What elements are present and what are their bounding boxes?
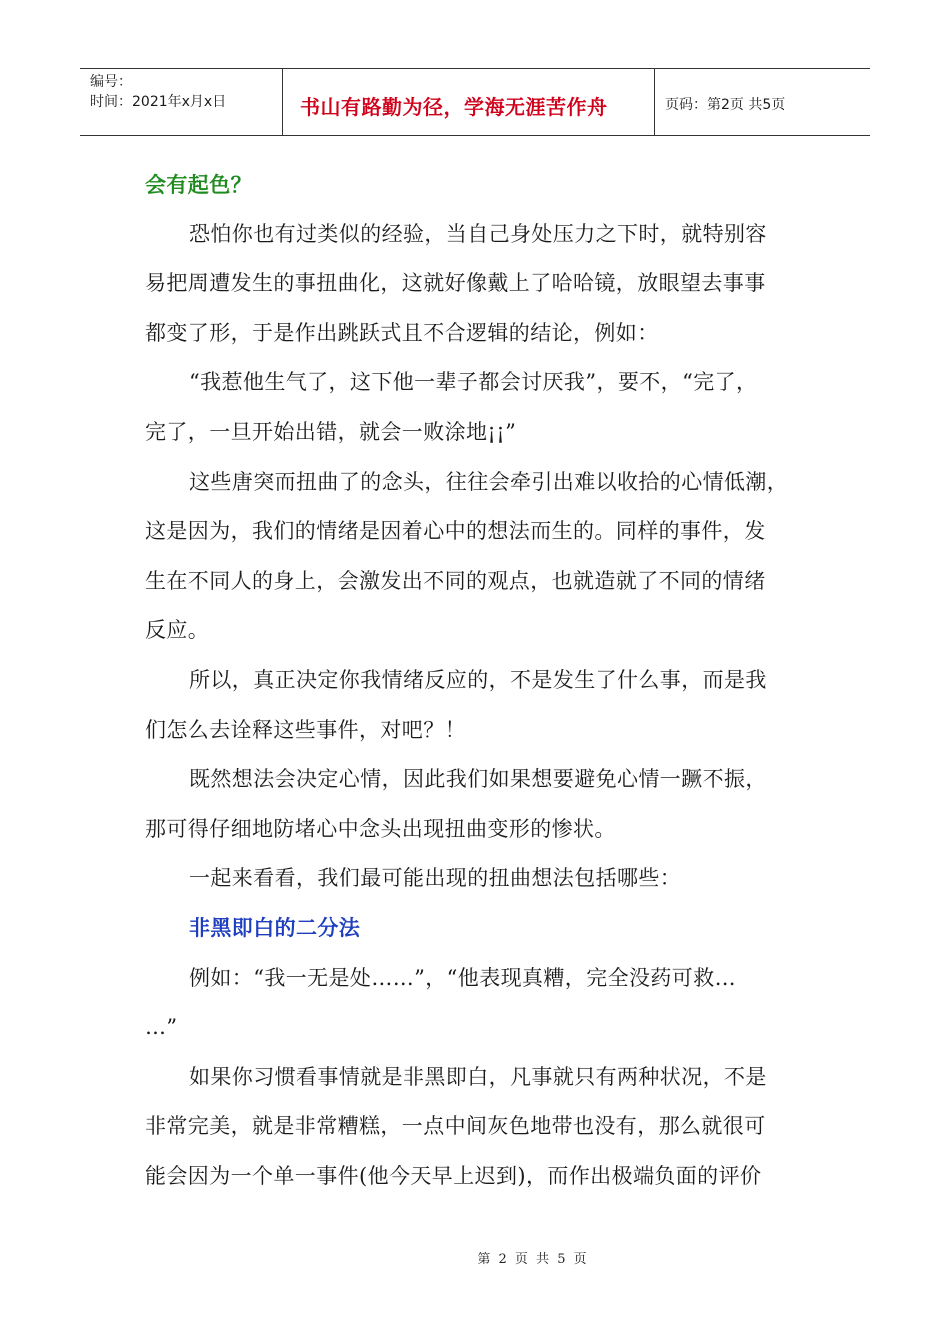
paragraph-line: 所以，真正决定你我情绪反应的，不是发生了什么事，而是我	[189, 667, 767, 692]
paragraph-line: 非常完美，就是非常糟糕，一点中间灰色地带也没有，那么就很可	[145, 1114, 766, 1139]
paragraph-line: 这些唐突而扭曲了的念头，往往会牵引出难以收拾的心情低潮，	[189, 469, 789, 494]
paragraph-line: “我惹他生气了，这下他一辈子都会讨厌我”，要不，“完了，	[189, 370, 758, 395]
paragraph-line: 们怎么去诠释这些事件，对吧？！	[145, 717, 466, 742]
paragraph-line: …”	[145, 1015, 178, 1040]
date-label: 时间：2021年x月x日	[90, 94, 227, 110]
motto: 书山有路勤为径，学海无涯苦作舟	[283, 69, 655, 135]
number-label: 编号：	[90, 74, 132, 90]
page-footer: 第 2 页 共 5 页	[477, 1252, 589, 1267]
paragraph-line: 那可得仔细地防堵心中念头出现扭曲变形的惨状。	[145, 816, 616, 841]
paragraph-line: 都变了形，于是作出跳跃式且不合逻辑的结论，例如：	[145, 320, 659, 345]
paragraph-line: 例如：“我一无是处……”，“他表现真糟，完全没药可救…	[189, 965, 737, 990]
paragraph-line: 恐怕你也有过类似的经验，当自己身处压力之下时，就特别容	[189, 221, 767, 246]
header-table	[80, 68, 870, 136]
paragraph-line: 能会因为一个单一事件(他今天早上迟到)，而作出极端负面的评价	[145, 1163, 762, 1188]
header-meta-cell	[80, 69, 283, 135]
paragraph-line: 如果你习惯看事情就是非黑即白，凡事就只有两种状况，不是	[189, 1064, 767, 1089]
paragraph-line: 完了，一旦开始出错，就会一败涂地¡¡”	[145, 419, 517, 444]
paragraph-line: 易把周遭发生的事扭曲化，这就好像戴上了哈哈镜，放眼望去事事	[145, 271, 766, 296]
page-info: 页码：第2页 共5页	[665, 97, 786, 113]
paragraph-line: 这是因为，我们的情绪是因着心中的想法而生的。同样的事件，发	[145, 519, 766, 544]
section-heading-continued: 会有起色？	[145, 172, 252, 197]
subheading: 非黑即白的二分法	[189, 915, 361, 940]
paragraph-line: 生在不同人的身上，会激发出不同的观点，也就造就了不同的情绪	[145, 568, 766, 593]
paragraph-line: 一起来看看，我们最可能出现的扭曲想法包括哪些：	[189, 866, 682, 891]
paragraph-line: 反应。	[145, 618, 210, 643]
document-body	[145, 160, 815, 1201]
paragraph-line: 既然想法会决定心情，因此我们如果想要避免心情一蹶不振，	[189, 767, 767, 792]
